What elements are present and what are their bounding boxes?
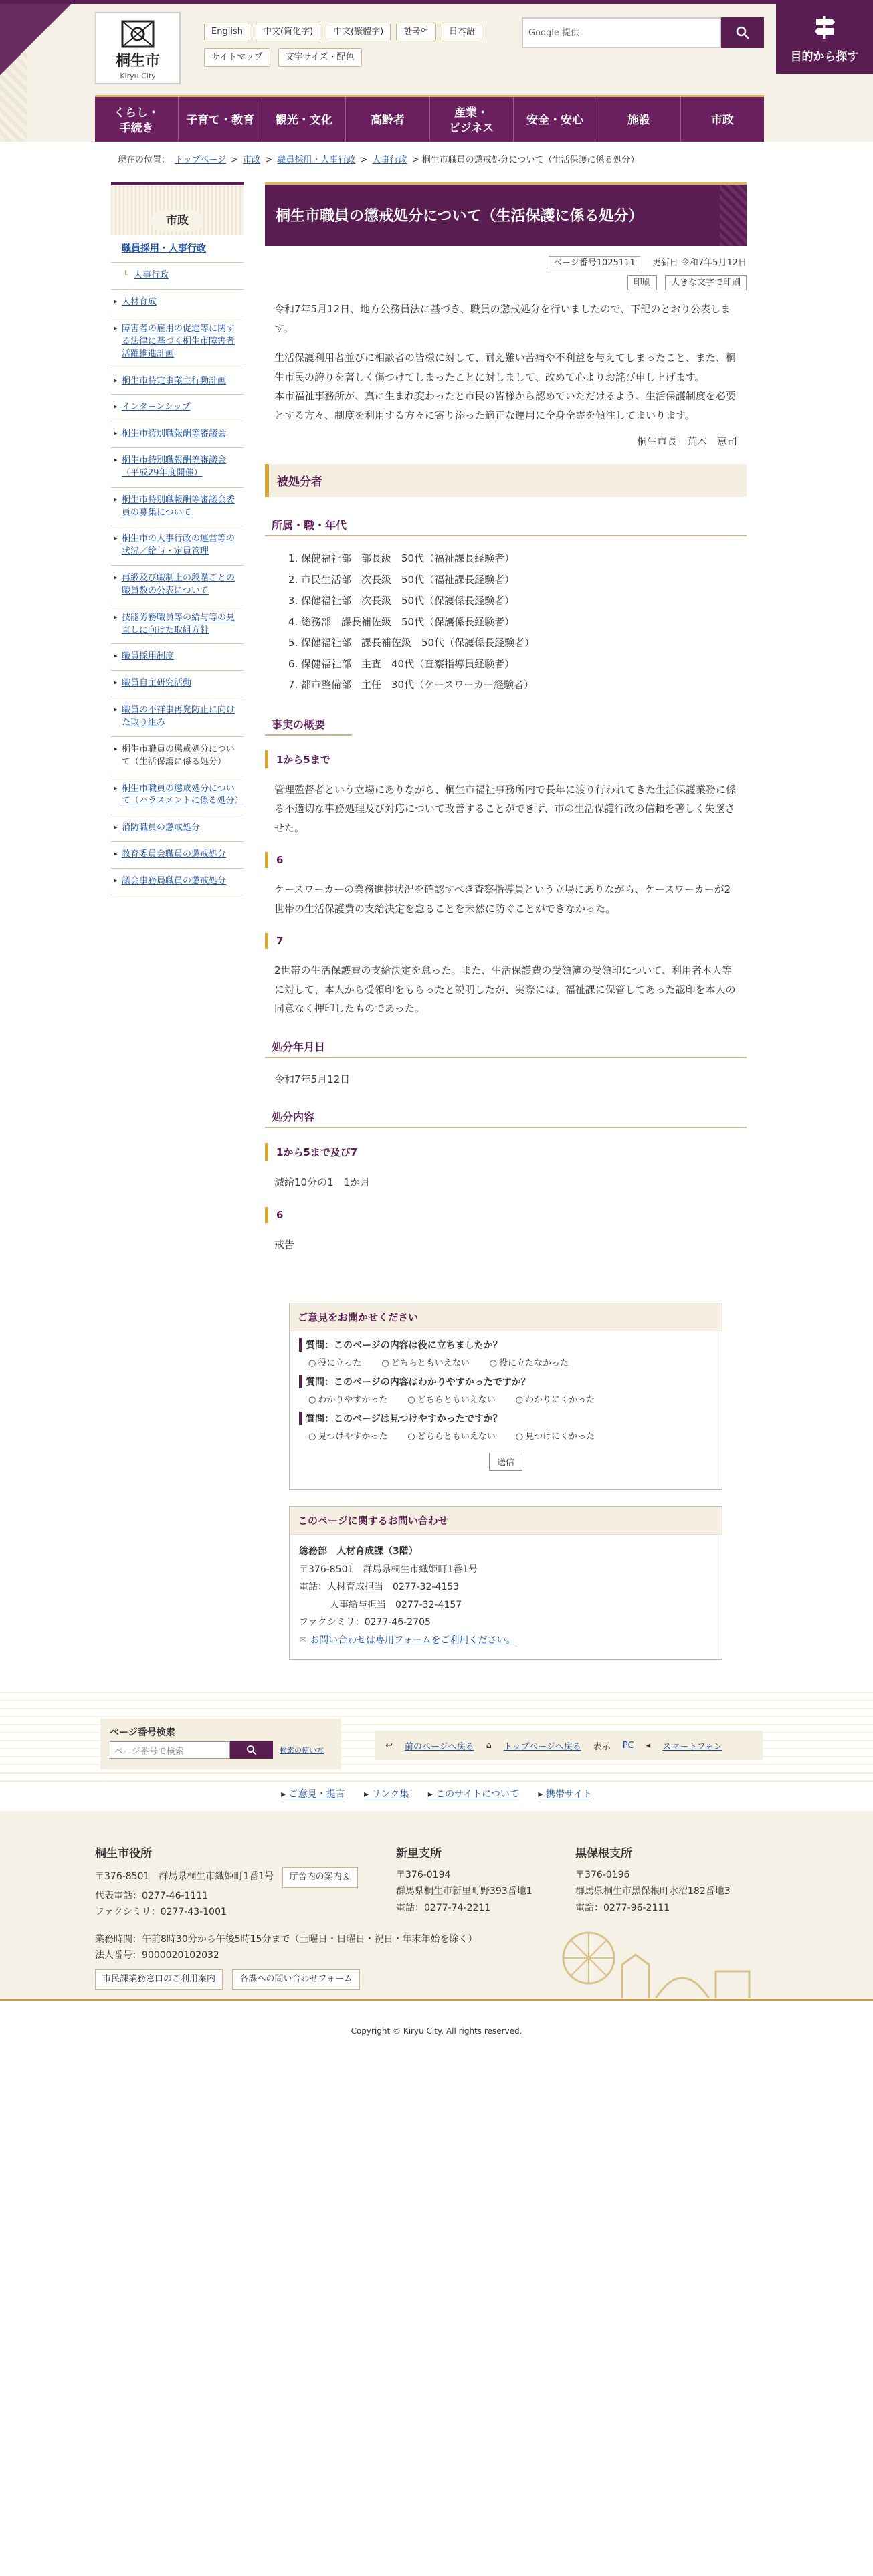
sidebar-item[interactable] [111,290,244,316]
contact-box [289,1506,722,1660]
page-search-title: ページ番号検索 [110,1727,175,1738]
sidebar-item[interactable] [111,697,244,737]
apology-paragraph: 生活保護利用者並びに相談者の皆様に対して、耐え難い苦痛や不利益を与えてしまったこと、また、桐生市民の誇りを著しく傷つけてしまったことに対しまして、改めて心よりお詫び申し上げます。 [274,352,736,383]
gnav-city-gov[interactable]: 市政 [710,114,734,128]
sidebar-item-recruitment[interactable] [111,235,244,263]
group-heading: 1から5まで [265,750,747,768]
lang-korean[interactable]: 한국어 [396,23,436,41]
font-size-color-button[interactable]: 文字サイズ・配色 [278,48,362,67]
list-item: 3. 保健福祉部 次長級 50代（保護係長経験者） [301,591,747,612]
list-item: 4. 総務部 課長補佐級 50代（保護係長経験者） [301,612,747,633]
page-search-help-link[interactable]: 検索の使い方 [280,1746,324,1755]
radio-option[interactable]: ○ 見つけにくかった [516,1429,595,1442]
inquiry-form-button[interactable]: 各課への問い合わせフォーム [232,1969,359,1990]
home-icon: ⌂ [486,1740,492,1751]
breadcrumb-prefix: 現在の位置： [118,155,171,165]
lang-english[interactable]: English [204,23,250,41]
list-item: 1. 保健福祉部 部長級 50代（福祉課長経験者） [301,548,747,570]
gnav-facilities[interactable]: 施設 [597,97,681,142]
back-link[interactable]: 前のページへ戻る [404,1741,474,1752]
triangle-icon: ◂ [646,1740,651,1751]
group-text: 2世帯の生活保護費の支給決定を怠った。また、生活保護費の受領簿の受領印について、利用者本人等に対して、本人から受領印をもらったと説明したが、実際には、福祉課に保管してあった認印を本人の同意なく押印したものであった。 [274,964,736,1014]
sidebar-link[interactable]: 桐生市特定事業主行動計画 [122,375,227,386]
footer-links [0,1787,873,1800]
feedback-options [308,1429,703,1442]
radio-option[interactable]: ○ わかりにくかった [516,1392,595,1405]
site-header [0,0,873,142]
mayor-signature: 桐生市長 荒木 恵司 [636,435,737,447]
search-icon [246,1744,258,1756]
print-large-button[interactable]: 大きな文字で印刷 [665,275,747,290]
updated-date: 更新日 令和7年5月12日 [652,258,747,268]
logo-name: 桐生市 [115,52,160,70]
sidebar-item-personnel[interactable] [111,263,244,290]
site-search [522,17,764,48]
contact-form-row [299,1632,712,1650]
footer-link-opinion[interactable]: ▸ ご意見・提言 [281,1789,345,1800]
logo-en: Kiryu City [120,72,156,80]
gnav-child-education[interactable]: 子育て・教育 [179,97,262,142]
gnav-safety[interactable]: 安全・安心 [514,97,597,142]
persons-list [301,548,747,696]
mail-icon: ✉ [299,1634,310,1646]
sidebar-link[interactable]: 障害者の雇用の促進等に関する法律に基づく桐生市障害者活躍推進計画 [122,323,235,359]
page-meta [265,255,747,268]
contact-title: このページに関するお問い合わせ [290,1507,722,1535]
intro-paragraph: 令和7年5月12日、地方公務員法に基づき、職員の懲戒処分を行いましたので、下記のとおり公表します。 [274,303,731,334]
sidebar-title [111,182,244,235]
back-arrow-icon: ↩ [385,1740,393,1751]
sidebar-item[interactable] [111,869,244,895]
sidebar-link[interactable]: 技能労務職員等の給与等の見直しに向けた取組方針 [122,612,235,635]
group-heading: 1から5まで及び7 [265,1143,747,1161]
sidebar-menu [111,235,244,895]
gnav-life[interactable] [95,97,179,142]
branch-postal: 〒376-0196 [575,1869,630,1881]
branch-tel: 電話：0277-96-2111 [575,1902,670,1913]
office-fax: ファクシミリ：0277-43-1001 [95,1907,227,1917]
sidebar-item[interactable] [111,671,244,697]
contact-tel-1: 電話：人材育成担当 0277-32-4153 [299,1582,460,1593]
sidebar-link[interactable]: 桐生市職員の懲戒処分について（ハラスメントに係る処分） [122,783,244,807]
feedback-question: 質問：このページは見つけやすかったですか？ [299,1412,712,1425]
sidebar-link[interactable]: 桐生市の人事行政の運営等の状況／給与・定員管理 [122,534,235,557]
sidebar-item[interactable] [111,842,244,869]
sidebar-link[interactable]: 議会事務局職員の懲戒処分 [122,875,227,886]
office-guide-button[interactable]: 庁舎内の案内図 [282,1867,358,1888]
sidebar-item[interactable] [111,395,244,421]
lang-zh-hant[interactable]: 中文(繁體字) [326,23,391,41]
sidebar-link[interactable]: 桐生市特別職報酬等審議会（平成29年度開催） [122,455,227,478]
radio-option[interactable]: ○ 役に立った [308,1356,361,1368]
branch-name: 新里支所 [396,1847,442,1860]
city-emblem-icon [120,19,156,49]
contact-address: 〒376-8501 群馬県桐生市織姫町1番1号 [299,1564,478,1575]
display-label: 表示 [593,1741,611,1752]
sidebar-link[interactable]: 再級及び職制上の段階ごとの職員数の公表について [122,573,235,596]
feedback-question: 質問：このページの内容は役に立ちましたか？ [299,1338,712,1352]
disciplinary-date: 令和7年5月12日 [274,1073,351,1085]
lang-japanese[interactable]: 日本語 [442,23,482,41]
branch-name: 黒保根支所 [575,1847,632,1860]
header-tools [204,48,362,67]
sidebar-item[interactable] [111,488,244,527]
page-title: 桐生市職員の懲戒処分について（生活保護に係る処分） [265,182,747,246]
branch-kurohone [575,1844,731,1916]
sidebar-item[interactable] [111,605,244,645]
sidebar-item[interactable] [111,526,244,566]
gnav-business-label: 産業・ ビジネス [448,106,494,135]
pc-view-link[interactable]: PC [622,1740,634,1751]
contact-fax: ファクシミリ：0277-46-2705 [299,1617,431,1628]
search-button[interactable] [721,17,764,48]
sidebar-title-label: 市政 [151,210,203,231]
sidebar-link[interactable]: 職員自主研究活動 [122,678,192,689]
print-button[interactable]: 印刷 [627,275,657,290]
footer-link-links[interactable]: ▸ リンク集 [364,1789,409,1800]
lang-zh-hans[interactable]: 中文(简化字) [256,23,320,41]
branch-address: 群馬県桐生市新里町野393番地1 [396,1886,532,1897]
list-item: 2. 市民生活部 次長級 50代（福祉課長経験者） [301,570,747,591]
page-search-row [110,1741,332,1759]
sidebar-item[interactable] [111,316,244,368]
contact-dept: 総務部 人材育成課（3階） [299,1546,418,1557]
footer-link-about[interactable]: ▸ このサイトについて [428,1789,519,1800]
sidebar-item[interactable] [111,566,244,605]
list-item: 6. 保健福祉部 主査 40代（査察指導員経験者） [301,654,747,675]
gnav-tourism[interactable]: 観光・文化 [262,97,346,142]
feedback-submit-button[interactable]: 送信 [489,1453,522,1471]
sidebar-link[interactable]: インターンシップ [122,402,191,413]
gnav-business[interactable] [430,97,514,142]
section-heading-subject: 被処分者 [265,464,747,497]
contact-body [290,1535,722,1658]
breadcrumb-link-recruitment[interactable]: 職員採用・人事行政 [277,155,356,165]
radio-option[interactable]: ○ 役に立たなかった [490,1356,569,1368]
page-search-button[interactable] [230,1741,273,1759]
language-menu [204,23,482,41]
contact-tel-2: 人事給与担当 0277-32-4157 [330,1599,462,1610]
breadcrumb-current: 桐生市職員の懲戒処分について（生活保護に係る処分） [421,155,640,165]
footer-buttons [95,1969,477,1990]
radio-option[interactable]: ○ どちらともいえない [407,1429,495,1442]
list-item: 7. 都市整備部 主任 30代（ケースワーカー経験者） [301,675,747,696]
branch-niisato [396,1844,532,1916]
group-heading: 6 [265,852,747,868]
feedback-question: 質問：このページの内容はわかりやすかったですか？ [299,1375,712,1388]
breadcrumb-link-city-gov[interactable]: 市政 [243,155,261,165]
section-heading-summary: 事実の概要 [265,714,352,736]
sidebar-item[interactable] [111,421,244,448]
sidebar-link[interactable]: 職員採用制度 [122,651,175,662]
group-text: 管理監督者という立場にありながら、桐生市福祉事務所内で長年に渡り行われてきた生活保護業務に係る不適切な事務処理及び対応について改善することができず、市の生活保護行政の信頼を著しく失墜させた。 [274,783,737,834]
feedback-options [308,1356,703,1368]
feedback-title: ご意見をお聞かせください [290,1303,722,1331]
city-landmarks-illustration [549,1925,763,1998]
branch-address: 群馬県桐生市黒保根町水沼182番地3 [575,1886,731,1897]
page-number-input[interactable]: ページ番号で検索 [110,1741,230,1759]
sidebar-item-current [111,737,244,776]
breadcrumb-link-top[interactable]: トップページ [175,155,226,165]
feedback-form [289,1303,722,1490]
sidebar-link[interactable]: 教育委員会職員の懲戒処分 [122,849,227,860]
group-heading: 6 [265,1207,747,1223]
sidebar-item[interactable] [111,776,244,816]
sidebar-item[interactable] [111,815,244,842]
radio-option[interactable]: ○ わかりやすかった [308,1392,387,1405]
sidebar-link[interactable]: 桐生市特別職報酬等審議会委員の募集について [122,494,235,518]
sidebar-link[interactable]: 桐生市特別職報酬等審議会 [122,429,227,439]
group-text: 戒告 [274,1238,295,1251]
signpost-icon [813,13,836,40]
office-address: 〒376-8501 群馬県桐生市織姫町1番1号 [95,1870,274,1882]
breadcrumb: 現在の位置： トップページ > 市政 > 職員採用・人事行政 > 人事行政 > 桐生市職員の懲戒処分について（生活保護に係る処分） [118,155,640,165]
counter-guide-button[interactable]: 市民課業務窓口のご利用案内 [95,1969,223,1990]
footer-info [0,1811,873,2001]
list-item: 5. 保健福祉部 課長補佐級 50代（保護係長経験者） [301,633,747,654]
global-nav [95,95,764,142]
sidebar-item[interactable] [111,448,244,488]
sidebar [111,182,244,895]
sidebar-current-label: 桐生市職員の懲戒処分について（生活保護に係る処分） [122,744,235,767]
corporate-number: 法人番号：9000020102032 [95,1950,219,1961]
smartphone-view-link[interactable]: スマートフォン [662,1741,722,1752]
group-text: ケースワーカーの業務進捗状況を確認すべき査察指導員という立場にありながら、ケースワーカーが2世帯の生活保護費の支給決定を怠ることを未然に防ぐことができなかった。 [274,883,731,915]
purpose-search-button[interactable] [776,4,873,74]
search-icon [735,25,751,41]
office-name: 桐生市役所 [95,1847,152,1860]
top-link[interactable]: トップページへ戻る [503,1741,581,1752]
print-tools [265,275,747,288]
sidebar-item[interactable] [111,644,244,671]
copyright: Copyright © Kiryu City. All rights reserved. [351,2026,522,2036]
radio-option[interactable]: ○ どちらともいえない [381,1356,469,1368]
page-id: ページ番号1025111 [549,256,640,270]
footer-link-mobile[interactable]: ▸ 携帯サイト [538,1789,592,1800]
radio-option[interactable]: ○ 見つけやすかった [308,1429,387,1442]
breadcrumb-link-personnel[interactable]: 人事行政 [372,155,407,165]
branch-postal: 〒376-0194 [396,1869,451,1881]
gnav-elderly[interactable]: 高齢者 [346,97,429,142]
contact-form-link[interactable]: お問い合わせは専用フォームをご利用ください。 [310,1634,516,1646]
feedback-options [308,1392,703,1405]
footer-page-nav [375,1731,763,1760]
site-logo[interactable] [95,12,181,84]
header-corner-decoration [0,4,94,98]
section-heading-date: 処分年月日 [265,1036,747,1058]
search-input[interactable]: Google 提供 [522,17,721,48]
branch-tel: 電話：0277-74-2211 [396,1902,491,1913]
group-heading: 7 [265,933,747,949]
section-heading-position: 所属・職・年代 [265,514,747,536]
gnav-life-label: くらし・ 手続き [114,106,160,135]
sidebar-link[interactable]: 消防職員の懲戒処分 [122,823,201,833]
radio-option[interactable]: ○ どちらともいえない [407,1392,495,1405]
sidebar-link[interactable]: 職員の不祥事再発防止に向けた取り組み [122,705,235,728]
office-tel: 代表電話：0277-46-1111 [95,1890,209,1901]
sidebar-link[interactable]: 人材育成 [122,297,157,308]
main-content [265,182,747,1254]
purpose-label: 目的から探す [790,50,859,64]
pledge-paragraph: 本市福祉事務所が、真に生まれ変わったと市民の皆様から認めていただけるよう、生活保護制度を必要とする方々、制度を利用する方々に寄り添った適正な運用に全身全霊を傾注してまいります。 [274,390,736,421]
sidebar-item[interactable] [111,368,244,395]
group-text: 減給10分の1 1か月 [274,1176,371,1188]
sitemap-button[interactable]: サイトマップ [204,48,270,67]
sidebar-link[interactable]: 職員採用・人事行政 [122,243,206,254]
page-number-search [100,1719,341,1769]
section-heading-content: 処分内容 [265,1106,747,1128]
office-hours: 業務時間：午前8時30分から午後5時15分まで（土曜日・日曜日・祝日・年末年始を除く） [95,1933,478,1945]
sidebar-link[interactable]: 人事行政 [134,270,169,281]
